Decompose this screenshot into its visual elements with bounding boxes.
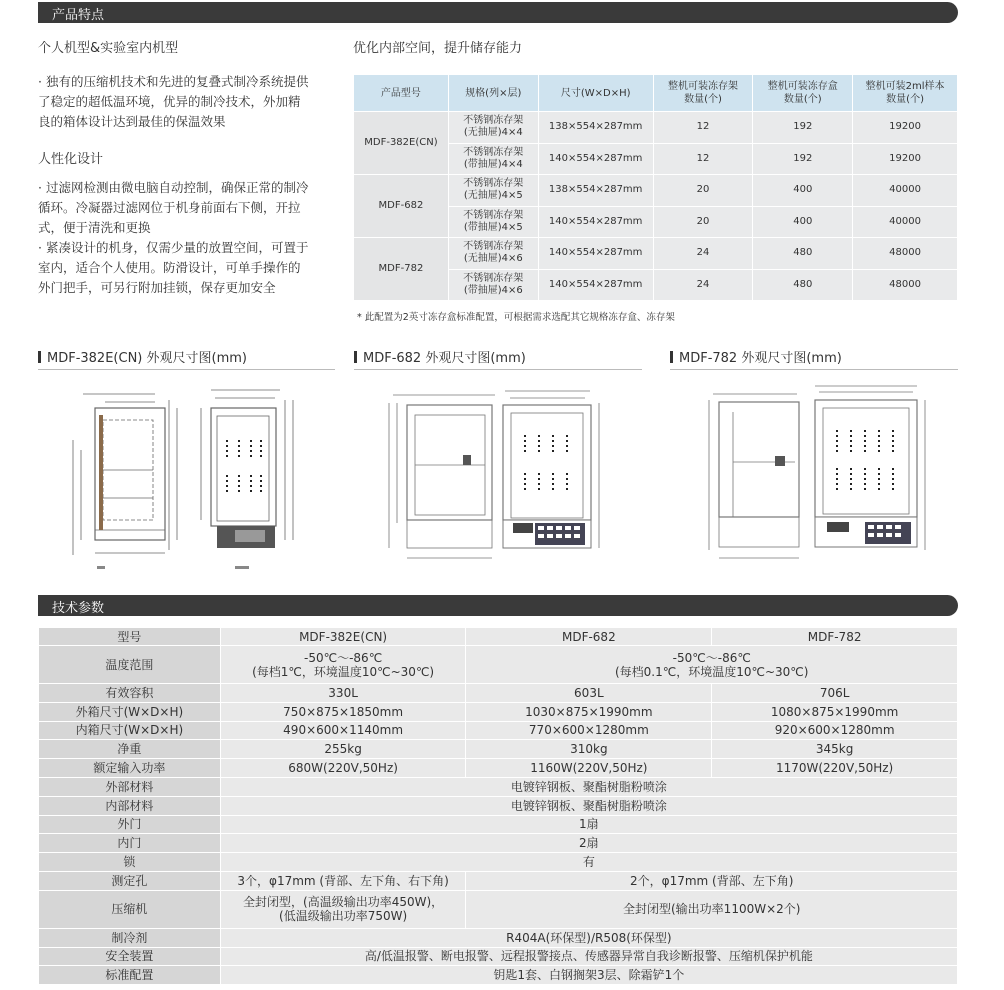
- heading-design: 人性化设计: [38, 152, 104, 167]
- spec-label: 净重: [39, 740, 221, 759]
- spec-row: [39, 928, 958, 947]
- spec-label: 内部材料: [39, 796, 221, 815]
- racks-cell: 20: [653, 175, 753, 207]
- spec-row: [39, 890, 958, 928]
- boxes-cell: 192: [753, 143, 853, 175]
- dim-title-382: [38, 347, 247, 366]
- spec-row: [39, 684, 958, 703]
- section-bar-features: [38, 2, 958, 23]
- technical-spec-table: [38, 627, 958, 985]
- spec-value: 全封闭型，(高温级输出功率450W)， (低温级输出功率750W): [220, 890, 466, 928]
- table-row: [354, 175, 958, 207]
- spec-value: 有: [220, 853, 957, 872]
- spec-value: 1080×875×1990mm: [712, 702, 958, 721]
- spec-value: -50℃～-86℃ (每档0.1℃，环境温度10℃~30℃): [466, 646, 958, 684]
- section-bar-specs: [38, 595, 958, 616]
- samples-cell: 40000: [853, 175, 958, 207]
- size-cell: 140×554×287mm: [538, 238, 653, 270]
- spec-value: 1030×875×1990mm: [466, 702, 712, 721]
- size-cell: 140×554×287mm: [538, 206, 653, 238]
- dim-title-782: [670, 347, 842, 366]
- spec-cell: 不锈钢冻存架 (带抽屉)4×5: [448, 206, 538, 238]
- spec-value: R404A(环保型)/R508(环保型): [220, 928, 957, 947]
- dim-title-682-text: MDF-682 外观尺寸图(mm): [363, 351, 526, 366]
- spec-value: 920×600×1280mm: [712, 721, 958, 740]
- spec-cell: 不锈钢冻存架 (无抽屉)4×5: [448, 175, 538, 207]
- spec-row: [39, 853, 958, 872]
- size-cell: 138×554×287mm: [538, 175, 653, 207]
- table-header-row: [354, 75, 958, 112]
- table-header-cell: 尺寸(W×D×H): [538, 75, 653, 112]
- heading-storage: 优化内部空间，提升储存能力: [353, 41, 523, 56]
- paragraph-line: 良的箱体设计达到最佳的保温效果: [38, 114, 226, 129]
- spec-row: [39, 759, 958, 778]
- section-title-features: 产品特点: [52, 8, 105, 23]
- boxes-cell: 192: [753, 112, 853, 144]
- spec-cell: 不锈钢冻存架 (无抽屉)4×6: [448, 238, 538, 270]
- spec-row: [39, 947, 958, 966]
- spec-value: 770×600×1280mm: [466, 721, 712, 740]
- boxes-cell: 480: [753, 238, 853, 270]
- spec-cell: 不锈钢冻存架 (带抽屉)4×6: [448, 269, 538, 301]
- paragraph-line: 外门把手，可另行附加挂锁，保存更加安全: [38, 280, 276, 295]
- size-cell: 140×554×287mm: [538, 143, 653, 175]
- spec-row: [39, 628, 958, 646]
- spec-row: [39, 796, 958, 815]
- table-row: [354, 238, 958, 270]
- samples-cell: 48000: [853, 269, 958, 301]
- spec-row: [39, 815, 958, 834]
- spec-label: 标准配置: [39, 966, 221, 985]
- spec-label: 内箱尺寸(W×D×H): [39, 721, 221, 740]
- paragraph-design: [38, 178, 308, 298]
- dim-divider-2: [354, 369, 642, 370]
- dimension-drawing-782: [705, 380, 935, 570]
- spec-value: 1扇: [220, 815, 957, 834]
- paragraph-line: 室内，适合个人使用。防滑设计，可单手操作的: [38, 260, 301, 275]
- section-title-specs: 技术参数: [52, 601, 105, 616]
- paragraph-line: · 独有的压缩机技术和先进的复叠式制冷系统提供: [38, 74, 309, 89]
- table-header-cell: 整机可装冻存盒 数量(个): [753, 75, 853, 112]
- spec-row: [39, 721, 958, 740]
- paragraph-line: 了稳定的超低温环境，优异的制冷技术，外加精: [38, 94, 301, 109]
- dimension-drawing-382: [65, 380, 305, 575]
- spec-label: 外门: [39, 815, 221, 834]
- spec-cell: 不锈钢冻存架 (带抽屉)4×4: [448, 143, 538, 175]
- spec-value: 3个，φ17mm (背部、左下角、右下角): [220, 871, 466, 890]
- dim-title-782-text: MDF-782 外观尺寸图(mm): [679, 351, 842, 366]
- racks-cell: 24: [653, 238, 753, 270]
- dim-title-682: [354, 347, 526, 366]
- spec-value: 全封闭型(输出功率1100W×2个): [466, 890, 958, 928]
- dim-divider-1: [38, 369, 335, 370]
- racks-cell: 20: [653, 206, 753, 238]
- boxes-cell: 400: [753, 206, 853, 238]
- spec-value: 680W(220V,50Hz): [220, 759, 466, 778]
- table-header-cell: 整机可装冻存架 数量(个): [653, 75, 753, 112]
- racks-cell: 12: [653, 112, 753, 144]
- spec-label: 安全装置: [39, 947, 221, 966]
- product-storage-table: [353, 74, 958, 301]
- table-row: [354, 112, 958, 144]
- racks-cell: 24: [653, 269, 753, 301]
- spec-value: 490×600×1140mm: [220, 721, 466, 740]
- paragraph-line: · 紧凑设计的机身，仅需少量的放置空间，可置于: [38, 240, 309, 255]
- paragraph-line: 循环。冷凝器过滤网位于机身前面右下侧，开拉: [38, 200, 301, 215]
- size-cell: 140×554×287mm: [538, 269, 653, 301]
- spec-value: 1170W(220V,50Hz): [712, 759, 958, 778]
- spec-value: 706L: [712, 684, 958, 703]
- table-header-cell: 规格(列×层): [448, 75, 538, 112]
- spec-value: 钥匙1套、白钢搁架3层、除霜铲1个: [220, 966, 957, 985]
- spec-label: 型号: [39, 628, 221, 646]
- spec-value: -50℃～-86℃ (每档1℃，环境温度10℃~30℃): [220, 646, 466, 684]
- spec-label: 压缩机: [39, 890, 221, 928]
- spec-label: 额定输入功率: [39, 759, 221, 778]
- spec-value: 603L: [466, 684, 712, 703]
- dim-title-382-text: MDF-382E(CN) 外观尺寸图(mm): [47, 351, 247, 366]
- boxes-cell: 400: [753, 175, 853, 207]
- samples-cell: 19200: [853, 112, 958, 144]
- samples-cell: 40000: [853, 206, 958, 238]
- table-header-cell: 产品型号: [354, 75, 449, 112]
- spec-value: 电镀锌钢板、聚酯树脂粉喷涂: [220, 777, 957, 796]
- spec-value: 2个，φ17mm (背部、左下角): [466, 871, 958, 890]
- paragraph-line: 式，便于清洗和更换: [38, 220, 151, 235]
- spec-value: 高/低温报警、断电报警、远程报警接点、传感器异常自我诊断报警、压缩机保护机能: [220, 947, 957, 966]
- spec-value: 电镀锌钢板、聚酯树脂粉喷涂: [220, 796, 957, 815]
- table-note: * 此配置为2英寸冻存盒标准配置，可根据需求选配其它规格冻存盒、冻存架: [357, 312, 675, 323]
- spec-value: 255kg: [220, 740, 466, 759]
- samples-cell: 48000: [853, 238, 958, 270]
- spec-cell: 不锈钢冻存架 (无抽屉)4×4: [448, 112, 538, 144]
- model-cell: MDF-782: [354, 238, 449, 301]
- spec-row: [39, 646, 958, 684]
- spec-label: 锁: [39, 853, 221, 872]
- racks-cell: 12: [653, 143, 753, 175]
- paragraph-line: · 过滤网检测由微电脑自动控制，确保正常的制冷: [38, 180, 309, 195]
- model-cell: MDF-682: [354, 175, 449, 238]
- spec-row: [39, 966, 958, 985]
- paragraph-refrigeration: [38, 72, 308, 132]
- size-cell: 138×554×287mm: [538, 112, 653, 144]
- spec-row: [39, 740, 958, 759]
- spec-label: 内门: [39, 834, 221, 853]
- spec-label: 有效容积: [39, 684, 221, 703]
- spec-label: 外箱尺寸(W×D×H): [39, 702, 221, 721]
- spec-label: 温度范围: [39, 646, 221, 684]
- spec-label: 制冷剂: [39, 928, 221, 947]
- table-header-cell: 整机可装2ml样本 数量(个): [853, 75, 958, 112]
- spec-value: 345kg: [712, 740, 958, 759]
- samples-cell: 19200: [853, 143, 958, 175]
- spec-value: MDF-682: [466, 628, 712, 646]
- dim-divider-3: [670, 369, 958, 370]
- spec-value: 2扇: [220, 834, 957, 853]
- spec-value: 750×875×1850mm: [220, 702, 466, 721]
- spec-value: 310kg: [466, 740, 712, 759]
- spec-row: [39, 777, 958, 796]
- spec-value: MDF-782: [712, 628, 958, 646]
- spec-row: [39, 834, 958, 853]
- boxes-cell: 480: [753, 269, 853, 301]
- spec-value: MDF-382E(CN): [220, 628, 466, 646]
- model-cell: MDF-382E(CN): [354, 112, 449, 175]
- spec-label: 测定孔: [39, 871, 221, 890]
- spec-label: 外部材料: [39, 777, 221, 796]
- spec-row: [39, 871, 958, 890]
- heading-models: 个人机型&实验室内机型: [38, 41, 179, 56]
- spec-row: [39, 702, 958, 721]
- dimension-drawing-682: [385, 383, 625, 568]
- spec-value: 1160W(220V,50Hz): [466, 759, 712, 778]
- spec-value: 330L: [220, 684, 466, 703]
